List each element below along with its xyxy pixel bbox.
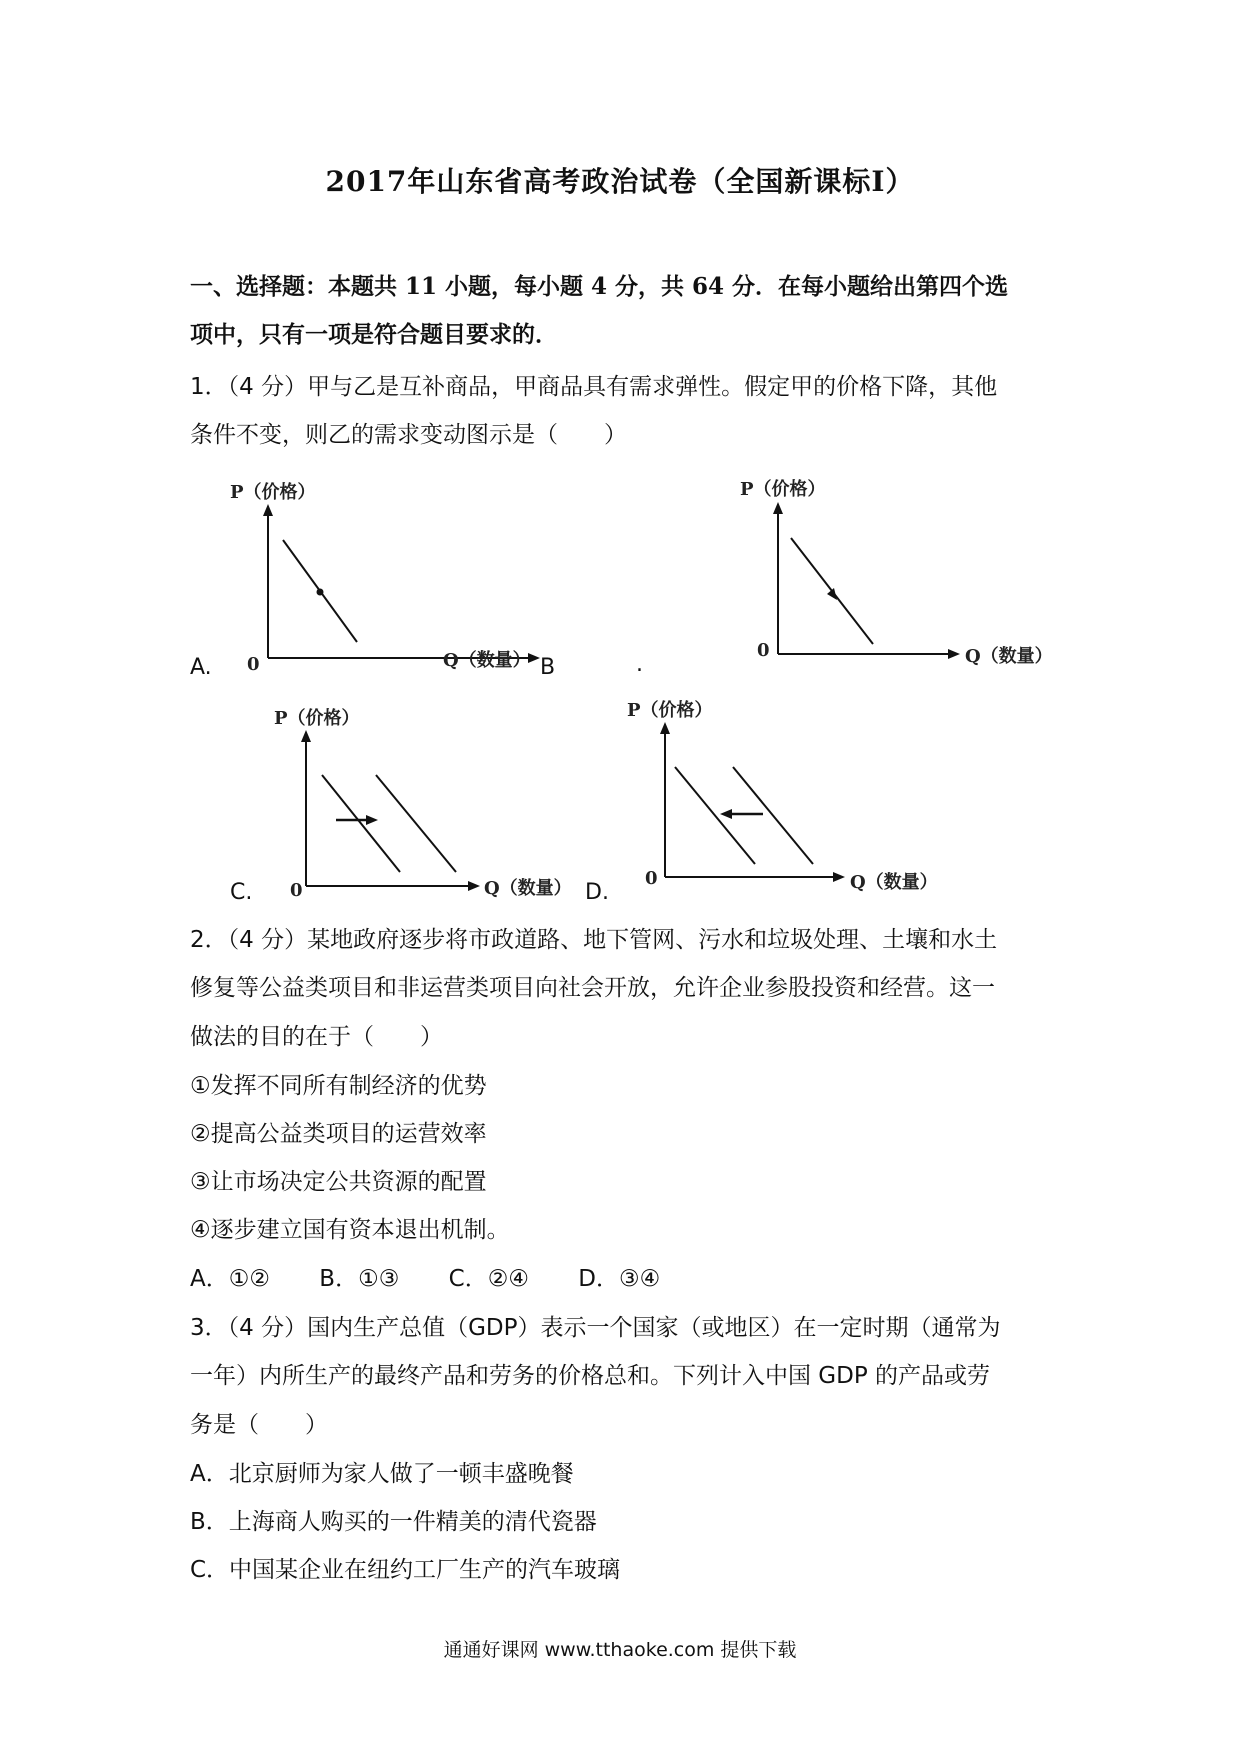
graph-a-origin: 0 <box>247 654 260 675</box>
graph-d-curve-1 <box>675 767 755 864</box>
q3-option-b: B．上海商人购买的一件精美的清代瓷器 <box>190 1509 597 1535</box>
graph-d-y-label: P（价格） <box>627 700 713 721</box>
graph-d-origin: 0 <box>645 868 658 889</box>
q2-item-2: ②提高公益类项目的运营效率 <box>190 1121 487 1147</box>
page-title: 2017年山东省高考政治试卷（全国新课标Ⅰ） <box>325 165 915 198</box>
graph-d-x-label: Q（数量） <box>850 872 938 893</box>
section-heading-line1: 一、选择题：本题共 11 小题，每小题 4 分，共 64 分．在每小题给出第四个选 <box>190 273 1009 300</box>
q1-option-a: A. <box>190 655 212 680</box>
graph-a <box>225 470 555 685</box>
q2-item-1: ①发挥不同所有制经济的优势 <box>190 1073 487 1099</box>
graph-c-y-label: P（价格） <box>274 708 360 729</box>
q2-item-4: ④逐步建立国有资本退出机制。 <box>190 1217 510 1243</box>
page-footer: 通通好课网 www.tthaoke.com 提供下载 <box>443 1639 797 1661</box>
q1-line1: 1．（4 分）甲与乙是互补商品，甲商品具有需求弹性。假定甲的价格下降，其他 <box>190 374 998 400</box>
graph-a-x-label: Q（数量） <box>443 650 531 671</box>
graph-b-y-label: P（价格） <box>740 479 826 500</box>
q2-answers <box>190 1264 702 1294</box>
section-heading-line2: 项中，只有一项是符合题目要求的． <box>190 321 558 348</box>
q2-answer-a: A．①② <box>190 1266 270 1292</box>
graph-c-origin: 0 <box>290 880 303 901</box>
q1-line2: 条件不变，则乙的需求变动图示是（ ） <box>190 422 627 448</box>
graph-b <box>735 470 1065 685</box>
graph-b-x-label: Q（数量） <box>965 646 1053 667</box>
graph-d-arrow-head <box>720 809 732 819</box>
q1-option-b: B <box>540 655 556 680</box>
q2-answer-c: C．②④ <box>448 1266 529 1292</box>
graph-b-origin: 0 <box>757 640 770 661</box>
q2-line3: 做法的目的在于（ ） <box>190 1024 443 1050</box>
q1-option-d: D. <box>585 880 609 905</box>
graph-c-x-label: Q（数量） <box>484 878 572 899</box>
graph-c <box>258 700 578 905</box>
q2-line2: 修复等公益类项目和非运营类项目向社会开放，允许企业参股投资和经营。这一 <box>190 975 995 1001</box>
graph-a-point <box>317 589 324 596</box>
graph-d <box>625 692 965 897</box>
graph-d-curve-2 <box>733 767 813 864</box>
q2-answer-b: B．①③ <box>319 1266 400 1292</box>
graph-a-y-label: P（价格） <box>230 482 316 503</box>
q1-option-b-dot: . <box>636 652 643 677</box>
q3-option-c: C．中国某企业在纽约工厂生产的汽车玻璃 <box>190 1557 621 1583</box>
q3-line1: 3．（4 分）国内生产总值（GDP）表示一个国家（或地区）在一定时期（通常为 <box>190 1315 1001 1341</box>
q2-line1: 2．（4 分）某地政府逐步将市政道路、地下管网、污水和垃圾处理、土壤和水土 <box>190 927 998 953</box>
q2-item-3: ③让市场决定公共资源的配置 <box>190 1169 487 1195</box>
q3-line3: 务是（ ） <box>190 1412 328 1438</box>
q3-option-a: A．北京厨师为家人做了一顿丰盛晚餐 <box>190 1461 574 1487</box>
graph-b-arrow <box>827 588 837 600</box>
q3-line2: 一年）内所生产的最终产品和劳务的价格总和。下列计入中国 GDP 的产品或劳 <box>190 1363 991 1389</box>
q2-answer-d: D．③④ <box>578 1266 661 1292</box>
q1-option-c: C. <box>230 880 253 905</box>
graph-c-arrow-head <box>366 815 378 825</box>
